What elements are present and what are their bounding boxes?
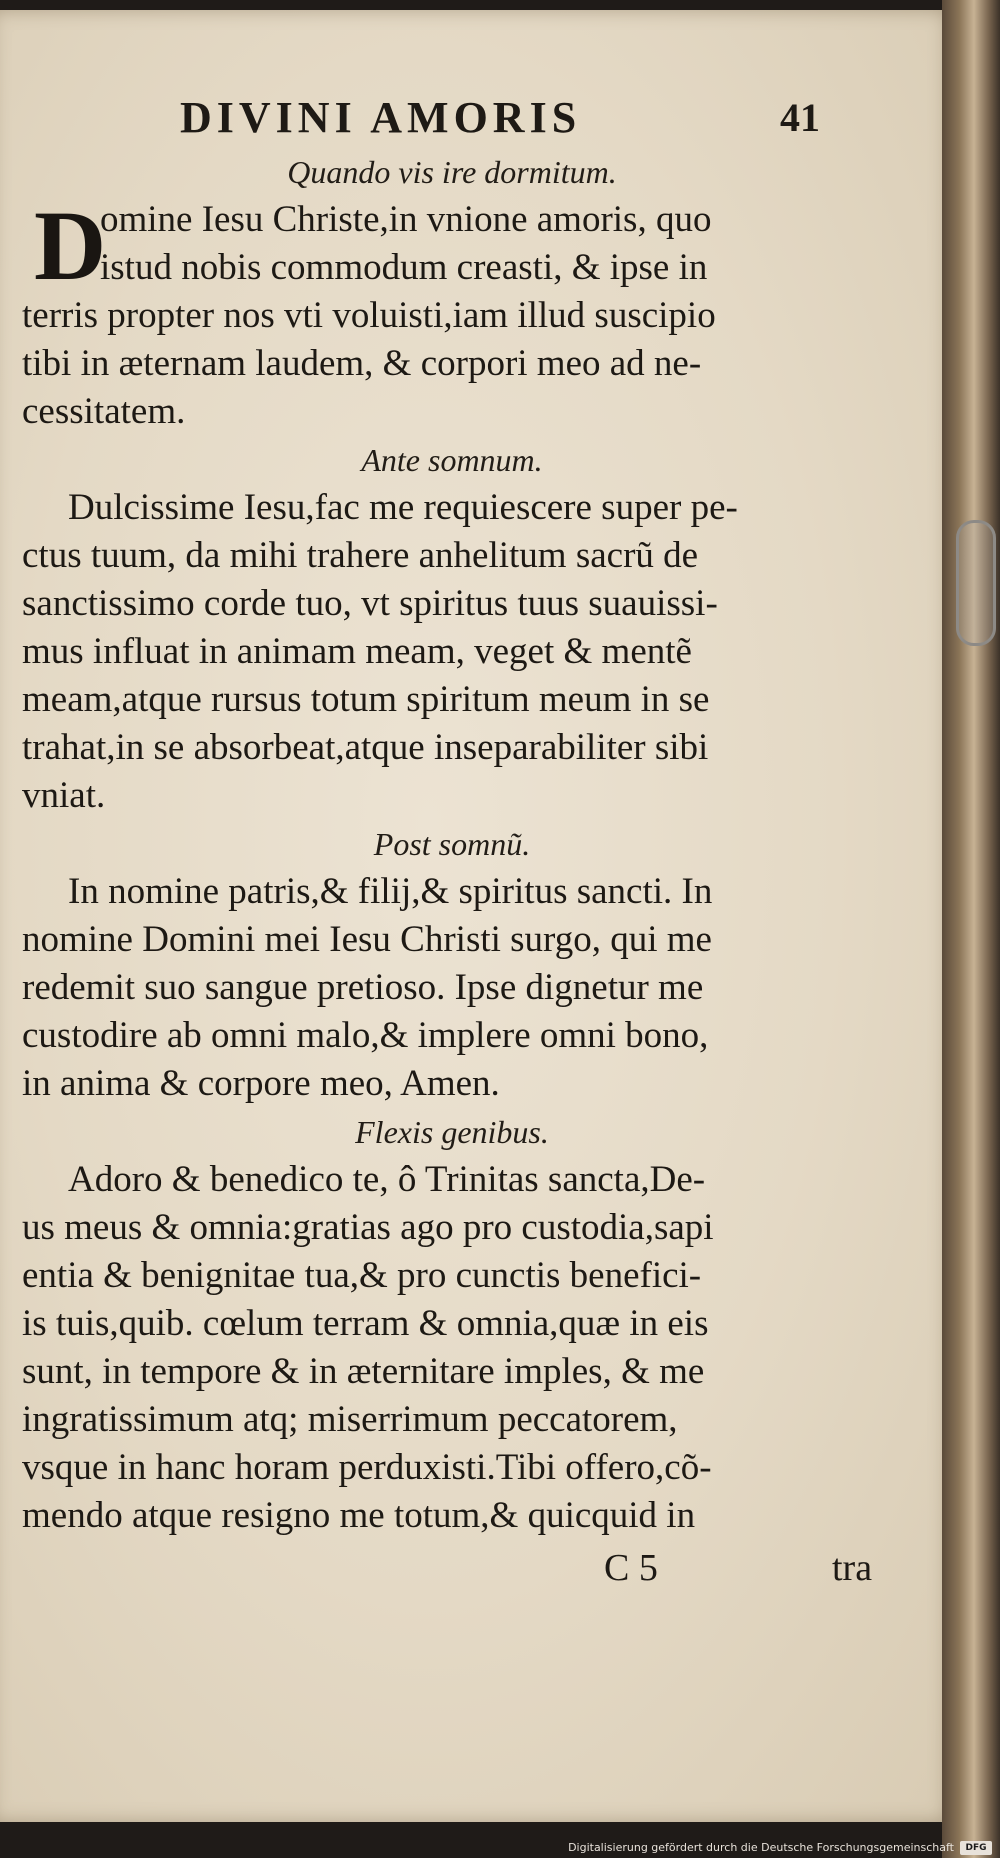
folio-number: 41 <box>780 95 820 140</box>
text-line: sunt, in tempore & in æternitare imples, & me <box>22 1351 705 1392</box>
text-line: vniat. <box>22 775 106 816</box>
book-page <box>0 10 955 1822</box>
text-line: redemit suo sangue pretioso. Ipse dignetur me <box>22 967 704 1008</box>
section-heading: Ante somnum. <box>361 442 543 478</box>
section-quando <box>22 148 882 436</box>
section-heading: Flexis genibus. <box>355 1114 549 1150</box>
text-line: In nomine patris,& filij,& spiritus sancti. In <box>68 871 713 912</box>
text-line: omine Iesu Christe,in vnione amoris, quo <box>100 199 712 240</box>
text-line: Adoro & benedico te, ô Trinitas sancta,De- <box>68 1159 706 1200</box>
clip-icon <box>956 520 996 646</box>
text-line: cessitatem. <box>22 391 186 432</box>
text-line: us meus & omnia:gratias ago pro custodia,sapi <box>22 1207 714 1248</box>
page-foot <box>22 1540 882 1596</box>
text-line: sanctissimo corde tuo, vt spiritus tuus suauissi- <box>22 583 718 624</box>
dfg-logo: DFG <box>960 1841 992 1855</box>
text-line: nomine Domini mei Iesu Christi surgo, qui me <box>22 919 712 960</box>
text-line: mendo atque resigno me totum,& quicquid in <box>22 1495 696 1536</box>
text-line: mus influat in animam meam, veget & mentẽ <box>22 631 692 672</box>
drop-capital: D <box>34 190 107 301</box>
book-page-edge <box>942 0 1000 1858</box>
text-line: tibi in æternam laudem, & corpori meo ad ne- <box>22 343 702 384</box>
section-post-somnum <box>22 820 882 1108</box>
section-flexis-genibus <box>22 1108 882 1540</box>
text-line: meam,atque rursus totum spiritum meum in se <box>22 679 710 720</box>
text-line: ctus tuum, da mihi trahere anhelitum sacrũ de <box>22 535 699 576</box>
text-block <box>22 148 882 1596</box>
section-heading: Post somnũ. <box>373 826 531 862</box>
text-line: entia & benignitae tua,& pro cunctis benefici- <box>22 1255 702 1296</box>
text-line: ingratissimum atq; miserrimum peccatorem, <box>22 1399 678 1440</box>
text-line: is tuis,quib. cœlum terram & omnia,quæ in eis <box>22 1303 709 1344</box>
text-line: terris propter nos vti voluisti,iam illud suscipio <box>22 295 716 336</box>
signature-mark: C 5 <box>604 1547 658 1589</box>
text-line: custodire ab omni malo,& implere omni bono, <box>22 1015 709 1056</box>
text-line: istud nobis commodum creasti, & ipse in <box>100 247 708 288</box>
catchword: tra <box>832 1547 873 1589</box>
text-line: trahat,in se absorbeat,atque inseparabiliter sibi <box>22 727 709 768</box>
section-ante-somnum <box>22 436 882 820</box>
section-heading: Quando vis ire dormitum. <box>287 154 617 190</box>
text-line: in anima & corpore meo, Amen. <box>22 1063 500 1104</box>
text-line: vsque in hanc horam perduxisti.Tibi offero,cõ- <box>22 1447 712 1488</box>
text-line: Dulcissime Iesu,fac me requiescere super pe- <box>68 487 738 528</box>
running-head: DIVINI AMORIS <box>180 93 582 142</box>
digitization-credit: Digitalisierung gefördert durch die Deutsche Forschungsgemeinschaft <box>568 1841 954 1854</box>
